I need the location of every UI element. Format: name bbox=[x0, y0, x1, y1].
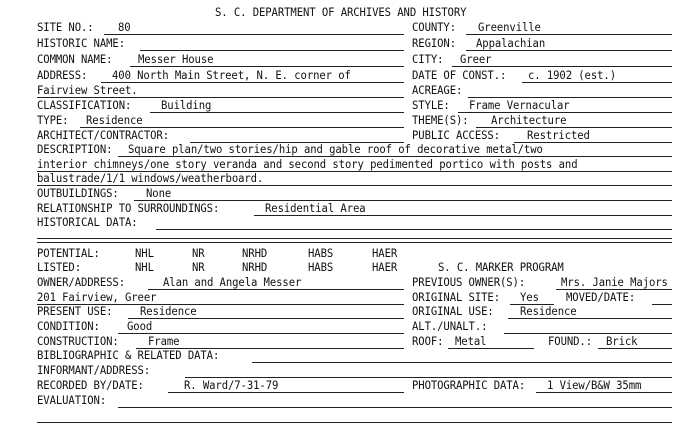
outbuildings-label: OUTBUILDINGS: bbox=[37, 186, 119, 200]
divider-bottom bbox=[37, 242, 672, 243]
previous-owner-value: Mrs. Janie Majors bbox=[561, 275, 668, 289]
divider-top bbox=[37, 238, 672, 239]
outbuildings-value: None bbox=[146, 186, 172, 200]
listed-nrhd: NRHD bbox=[242, 260, 268, 274]
site-no-value: 80 bbox=[118, 20, 131, 34]
photo-label: PHOTOGRAPHIC DATA: bbox=[412, 378, 526, 392]
description-line-2: interior chimneys/one story veranda and second story pedimented portico with posts and bbox=[37, 157, 578, 171]
description-label: DESCRIPTION: bbox=[37, 142, 113, 156]
listed-nr: NR bbox=[192, 260, 205, 274]
original-use-label: ORIGINAL USE: bbox=[412, 304, 494, 318]
county-label: COUNTY: bbox=[412, 20, 457, 34]
type-label: TYPE: bbox=[37, 113, 69, 127]
historic-name-label: HISTORIC NAME: bbox=[37, 36, 125, 50]
city-value: Greer bbox=[460, 52, 492, 66]
condition-label: CONDITION: bbox=[37, 319, 100, 333]
type-value: Residence bbox=[86, 113, 143, 127]
original-site-label: ORIGINAL SITE: bbox=[412, 290, 500, 304]
date-value: c. 1902 (est.) bbox=[528, 68, 616, 82]
listed-habs: HABS bbox=[308, 260, 334, 274]
themes-label: THEME(S): bbox=[412, 113, 469, 127]
listed-nhl: NHL bbox=[135, 260, 154, 274]
public-access-value: Restricted bbox=[527, 128, 590, 142]
moved-date-label: MOVED/DATE: bbox=[566, 290, 636, 304]
informant-label: INFORMANT/ADDRESS: bbox=[37, 363, 151, 377]
architect-label: ARCHITECT/CONTRACTOR: bbox=[37, 128, 169, 142]
potential-habs: HABS bbox=[308, 246, 334, 260]
potential-nrhd: NRHD bbox=[242, 246, 268, 260]
construction-label: CONSTRUCTION: bbox=[37, 334, 119, 348]
present-use-value: Residence bbox=[140, 304, 197, 318]
present-use-label: PRESENT USE: bbox=[37, 304, 113, 318]
address-value-1: 400 North Main Street, N. E. corner of bbox=[112, 68, 351, 82]
foundation-label: FOUND.: bbox=[548, 334, 593, 348]
date-label: DATE OF CONST.: bbox=[412, 68, 507, 82]
public-access-label: PUBLIC ACCESS: bbox=[412, 128, 500, 142]
description-line-3: balustrade/1/1 windows/weatherboard. bbox=[37, 171, 264, 185]
potential-haer: HAER bbox=[372, 246, 398, 260]
owner-address-value: 201 Fairview, Greer bbox=[37, 290, 157, 304]
potential-nhl: NHL bbox=[135, 246, 154, 260]
roof-label: ROOF: bbox=[412, 334, 444, 348]
style-label: STYLE: bbox=[412, 98, 450, 112]
county-value: Greenville bbox=[478, 20, 541, 34]
city-label: CITY: bbox=[412, 52, 444, 66]
address-label: ADDRESS: bbox=[37, 68, 88, 82]
alt-unalt-label: ALT./UNALT.: bbox=[412, 319, 488, 333]
photo-value: 1 View/B&W 35mm bbox=[547, 378, 642, 392]
description-line-1: Square plan/two stories/hip and gable roof of decorative metal/two bbox=[128, 142, 543, 156]
style-value: Frame Vernacular bbox=[469, 98, 570, 112]
site-no-label: SITE NO.: bbox=[37, 20, 94, 34]
common-name-label: COMMON NAME: bbox=[37, 52, 113, 66]
potential-label: POTENTIAL: bbox=[37, 246, 100, 260]
acreage-label: ACREAGE: bbox=[412, 83, 463, 97]
condition-value: Good bbox=[127, 319, 153, 333]
classification-label: CLASSIFICATION: bbox=[37, 98, 132, 112]
bibliographic-label: BIBLIOGRAPHIC & RELATED DATA: bbox=[37, 348, 220, 362]
form-title: S. C. DEPARTMENT OF ARCHIVES AND HISTORY bbox=[215, 5, 467, 19]
themes-value: Architecture bbox=[491, 113, 567, 127]
region-label: REGION: bbox=[412, 36, 457, 50]
relationship-label: RELATIONSHIP TO SURROUNDINGS: bbox=[37, 201, 220, 215]
evaluation-label: EVALUATION: bbox=[37, 393, 107, 407]
marker-program-heading: S. C. MARKER PROGRAM bbox=[438, 260, 564, 274]
relationship-value: Residential Area bbox=[265, 201, 366, 215]
region-value: Appalachian bbox=[476, 36, 546, 50]
construction-value: Frame bbox=[148, 334, 180, 348]
foundation-value: Brick bbox=[606, 334, 638, 348]
original-use-value: Residence bbox=[520, 304, 577, 318]
potential-nr: NR bbox=[192, 246, 205, 260]
listed-label: LISTED: bbox=[37, 260, 82, 274]
roof-value: Metal bbox=[455, 334, 487, 348]
listed-haer: HAER bbox=[372, 260, 398, 274]
historical-data-label: HISTORICAL DATA: bbox=[37, 215, 138, 229]
previous-owner-label: PREVIOUS OWNER(S): bbox=[412, 275, 526, 289]
recorded-value: R. Ward/7-31-79 bbox=[184, 378, 279, 392]
address-value-2: Fairview Street. bbox=[37, 83, 138, 97]
owner-label: OWNER/ADDRESS: bbox=[37, 275, 125, 289]
original-site-value: Yes bbox=[520, 290, 539, 304]
classification-value: Building bbox=[161, 98, 212, 112]
owner-value: Alan and Angela Messer bbox=[163, 275, 302, 289]
common-name-value: Messer House bbox=[138, 52, 214, 66]
recorded-label: RECORDED BY/DATE: bbox=[37, 378, 144, 392]
